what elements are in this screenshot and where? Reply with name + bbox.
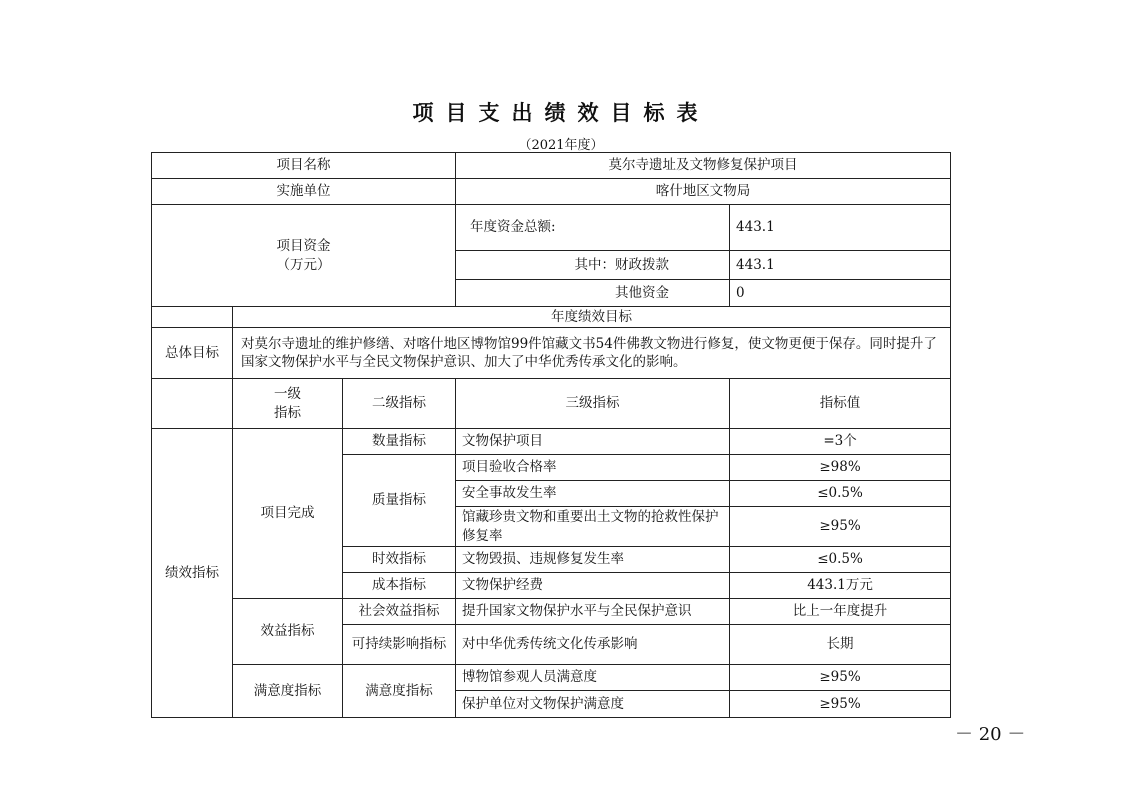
indicator-value: 比上一年度提升	[730, 599, 951, 625]
quality-indicator-label: 质量指标	[343, 455, 456, 547]
project-funds-cell	[152, 205, 456, 307]
blank-cell	[152, 307, 233, 328]
indicator-value: ≥95%	[730, 507, 951, 547]
other-funds-label: 其他资金	[456, 280, 730, 307]
performance-indicators-label: 绩效指标	[152, 429, 233, 718]
annual-total-value: 443.1	[730, 205, 951, 251]
project-funds-label: 项目资金	[276, 238, 331, 255]
implementing-unit-label: 实施单位	[152, 179, 456, 205]
annual-goals-header: 年度绩效目标	[233, 307, 951, 328]
indicator-value: ≤0.5%	[730, 547, 951, 573]
overall-goal-text: 对莫尔寺遗址的维护修缮、对喀什地区博物馆99件馆藏文书54件佛教文物进行修复，使文物更便于保存。同时提升了国家文物保护水平与全民文物保护意识、加大了中华优秀传承文化的影响。	[233, 328, 951, 379]
indicator-name: 提升国家文物保护水平与全民保护意识	[456, 599, 730, 625]
project-name-value: 莫尔寺遗址及文物修复保护项目	[456, 153, 951, 179]
level2-indicator-header: 二级指标	[343, 379, 456, 429]
indicator-value: =3个	[730, 429, 951, 455]
other-funds-value: 0	[730, 280, 951, 307]
fiscal-appropriation-value: 443.1	[730, 251, 951, 280]
indicator-name: 博物馆参观人员满意度	[456, 665, 730, 691]
overall-goal-label: 总体目标	[152, 328, 233, 379]
project-name-label: 项目名称	[152, 153, 456, 179]
indicator-name: 保护单位对文物保护满意度	[456, 691, 730, 718]
document-title: 项目支出绩效目标表	[412, 101, 710, 125]
indicator-value: ≥95%	[730, 691, 951, 718]
indicator-value-header: 指标值	[730, 379, 951, 429]
blank-cell	[152, 379, 233, 429]
fiscal-year: （2021年度）	[518, 138, 604, 153]
timeliness-indicator-label: 时效指标	[343, 547, 456, 573]
indicator-value: ≥98%	[730, 455, 951, 481]
indicator-name: 项目验收合格率	[456, 455, 730, 481]
indicator-name: 文物毁损、违规修复发生率	[456, 547, 730, 573]
level3-indicator-header: 三级指标	[456, 379, 730, 429]
indicator-name: 文物保护项目	[456, 429, 730, 455]
indicator-value: 长期	[730, 625, 951, 665]
annual-total-label: 年度资金总额:	[456, 205, 730, 251]
indicator-name: 馆藏珍贵文物和重要出土文物的抢救性保护修复率	[456, 507, 730, 547]
indicator-value: ≥95%	[730, 665, 951, 691]
indicator-name: 文物保护经费	[456, 573, 730, 599]
implementing-unit-value: 喀什地区文物局	[456, 179, 951, 205]
cost-indicator-label: 成本指标	[343, 573, 456, 599]
level1-indicator-header: 一级 指标	[233, 379, 343, 429]
project-funds-unit: （万元）	[276, 256, 331, 273]
indicator-name: 安全事故发生率	[456, 481, 730, 507]
sustainable-impact-label: 可持续影响指标	[343, 625, 456, 665]
indicator-value: 443.1万元	[730, 573, 951, 599]
benefit-indicators-label: 效益指标	[233, 599, 343, 665]
indicator-value: ≤0.5%	[730, 481, 951, 507]
satisfaction-subindicator-label: 满意度指标	[343, 665, 456, 718]
quantity-indicator-label: 数量指标	[343, 429, 456, 455]
page-number: － 20 －	[955, 724, 1026, 745]
performance-target-table	[151, 152, 951, 718]
social-benefit-label: 社会效益指标	[343, 599, 456, 625]
project-completion-label: 项目完成	[233, 429, 343, 599]
indicator-name: 对中华优秀传统文化传承影响	[456, 625, 730, 665]
satisfaction-indicators-label: 满意度指标	[233, 665, 343, 718]
fiscal-appropriation-label: 其中：财政拨款	[456, 251, 730, 280]
